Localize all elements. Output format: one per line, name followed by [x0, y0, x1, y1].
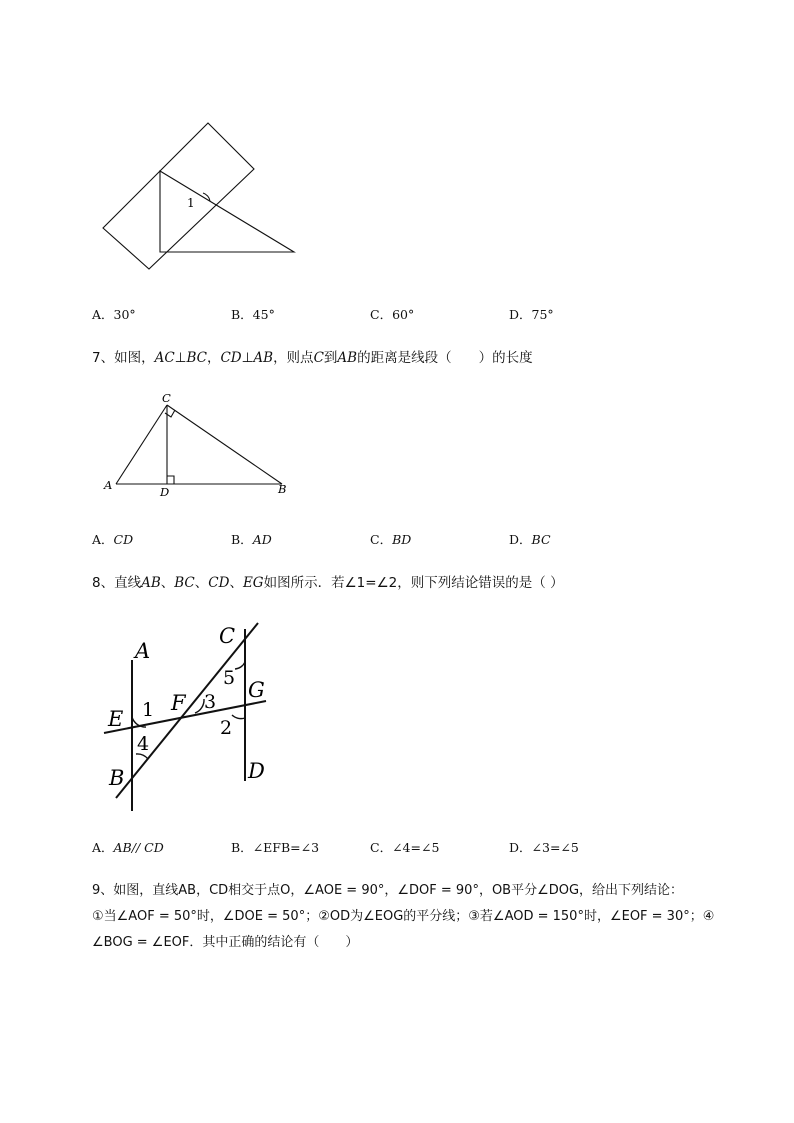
q6-option-b[interactable]: B．45°	[231, 307, 275, 322]
q8-stem: 8、直线AB、BC、CD、EG如图所示．若∠1=∠2，则下列结论错误的是（ ）	[92, 575, 564, 591]
q8-option-b[interactable]: B．∠EFB=∠3	[231, 840, 320, 855]
q8-option-c[interactable]: C．∠4=∠5	[370, 840, 440, 855]
q6-option-a[interactable]: A．30°	[92, 307, 136, 322]
q7-stem: 7、如图，AC⊥BC，CD⊥AB，则点C到AB的距离是线段（ ）的长度	[92, 350, 533, 366]
q6-option-d[interactable]: D．75°	[509, 307, 554, 322]
q7-label-b: B	[278, 482, 287, 496]
q9-line-1: 9、如图，直线AB，CD相交于点O，∠AOE = 90°，∠DOF = 90°，OB平分∠DOG，给出下列结论：	[92, 883, 684, 898]
q8-option-d[interactable]: D．∠3=∠5	[509, 840, 579, 855]
q6-figure	[95, 115, 305, 275]
q7-option-d[interactable]: D．BC	[509, 532, 551, 547]
q8-label-d: D	[248, 759, 265, 783]
q8-label-3: 3	[204, 691, 217, 713]
q8-label-5: 5	[223, 667, 236, 689]
q7-option-c[interactable]: C．BD	[370, 532, 412, 547]
q7-option-b[interactable]: B．AD	[231, 532, 272, 547]
q9-line-3: ∠BOG = ∠EOF．其中正确的结论有（ ）	[92, 935, 359, 950]
q8-label-4: 4	[137, 733, 150, 755]
q7-figure	[100, 388, 300, 500]
q6-angle-label: 1	[187, 196, 195, 210]
q6-ruler	[103, 123, 254, 269]
q7-label-c: C	[162, 391, 171, 405]
q8-label-c: C	[219, 624, 236, 648]
q7-label-a: A	[104, 478, 113, 492]
q8-label-1: 1	[142, 699, 155, 721]
q8-label-b: B	[109, 766, 125, 790]
q6-option-c[interactable]: C．60°	[370, 307, 415, 322]
q7-label-d: D	[160, 485, 170, 499]
q8-label-f: F	[171, 691, 186, 715]
q8-label-a: A	[135, 639, 151, 663]
q8-label-2: 2	[220, 717, 233, 739]
q8-figure	[100, 615, 280, 815]
q7-option-a[interactable]: A．CD	[92, 532, 134, 547]
q8-label-e: E	[108, 707, 124, 731]
q9-line-2: ①当∠AOF = 50°时，∠DOE = 50°；②OD为∠EOG的平分线；③若∠AOD = 150°时，∠EOF = 30°；④	[92, 909, 715, 924]
q8-label-g: G	[248, 678, 265, 702]
q8-option-a[interactable]: A．AB// CD	[92, 840, 164, 855]
